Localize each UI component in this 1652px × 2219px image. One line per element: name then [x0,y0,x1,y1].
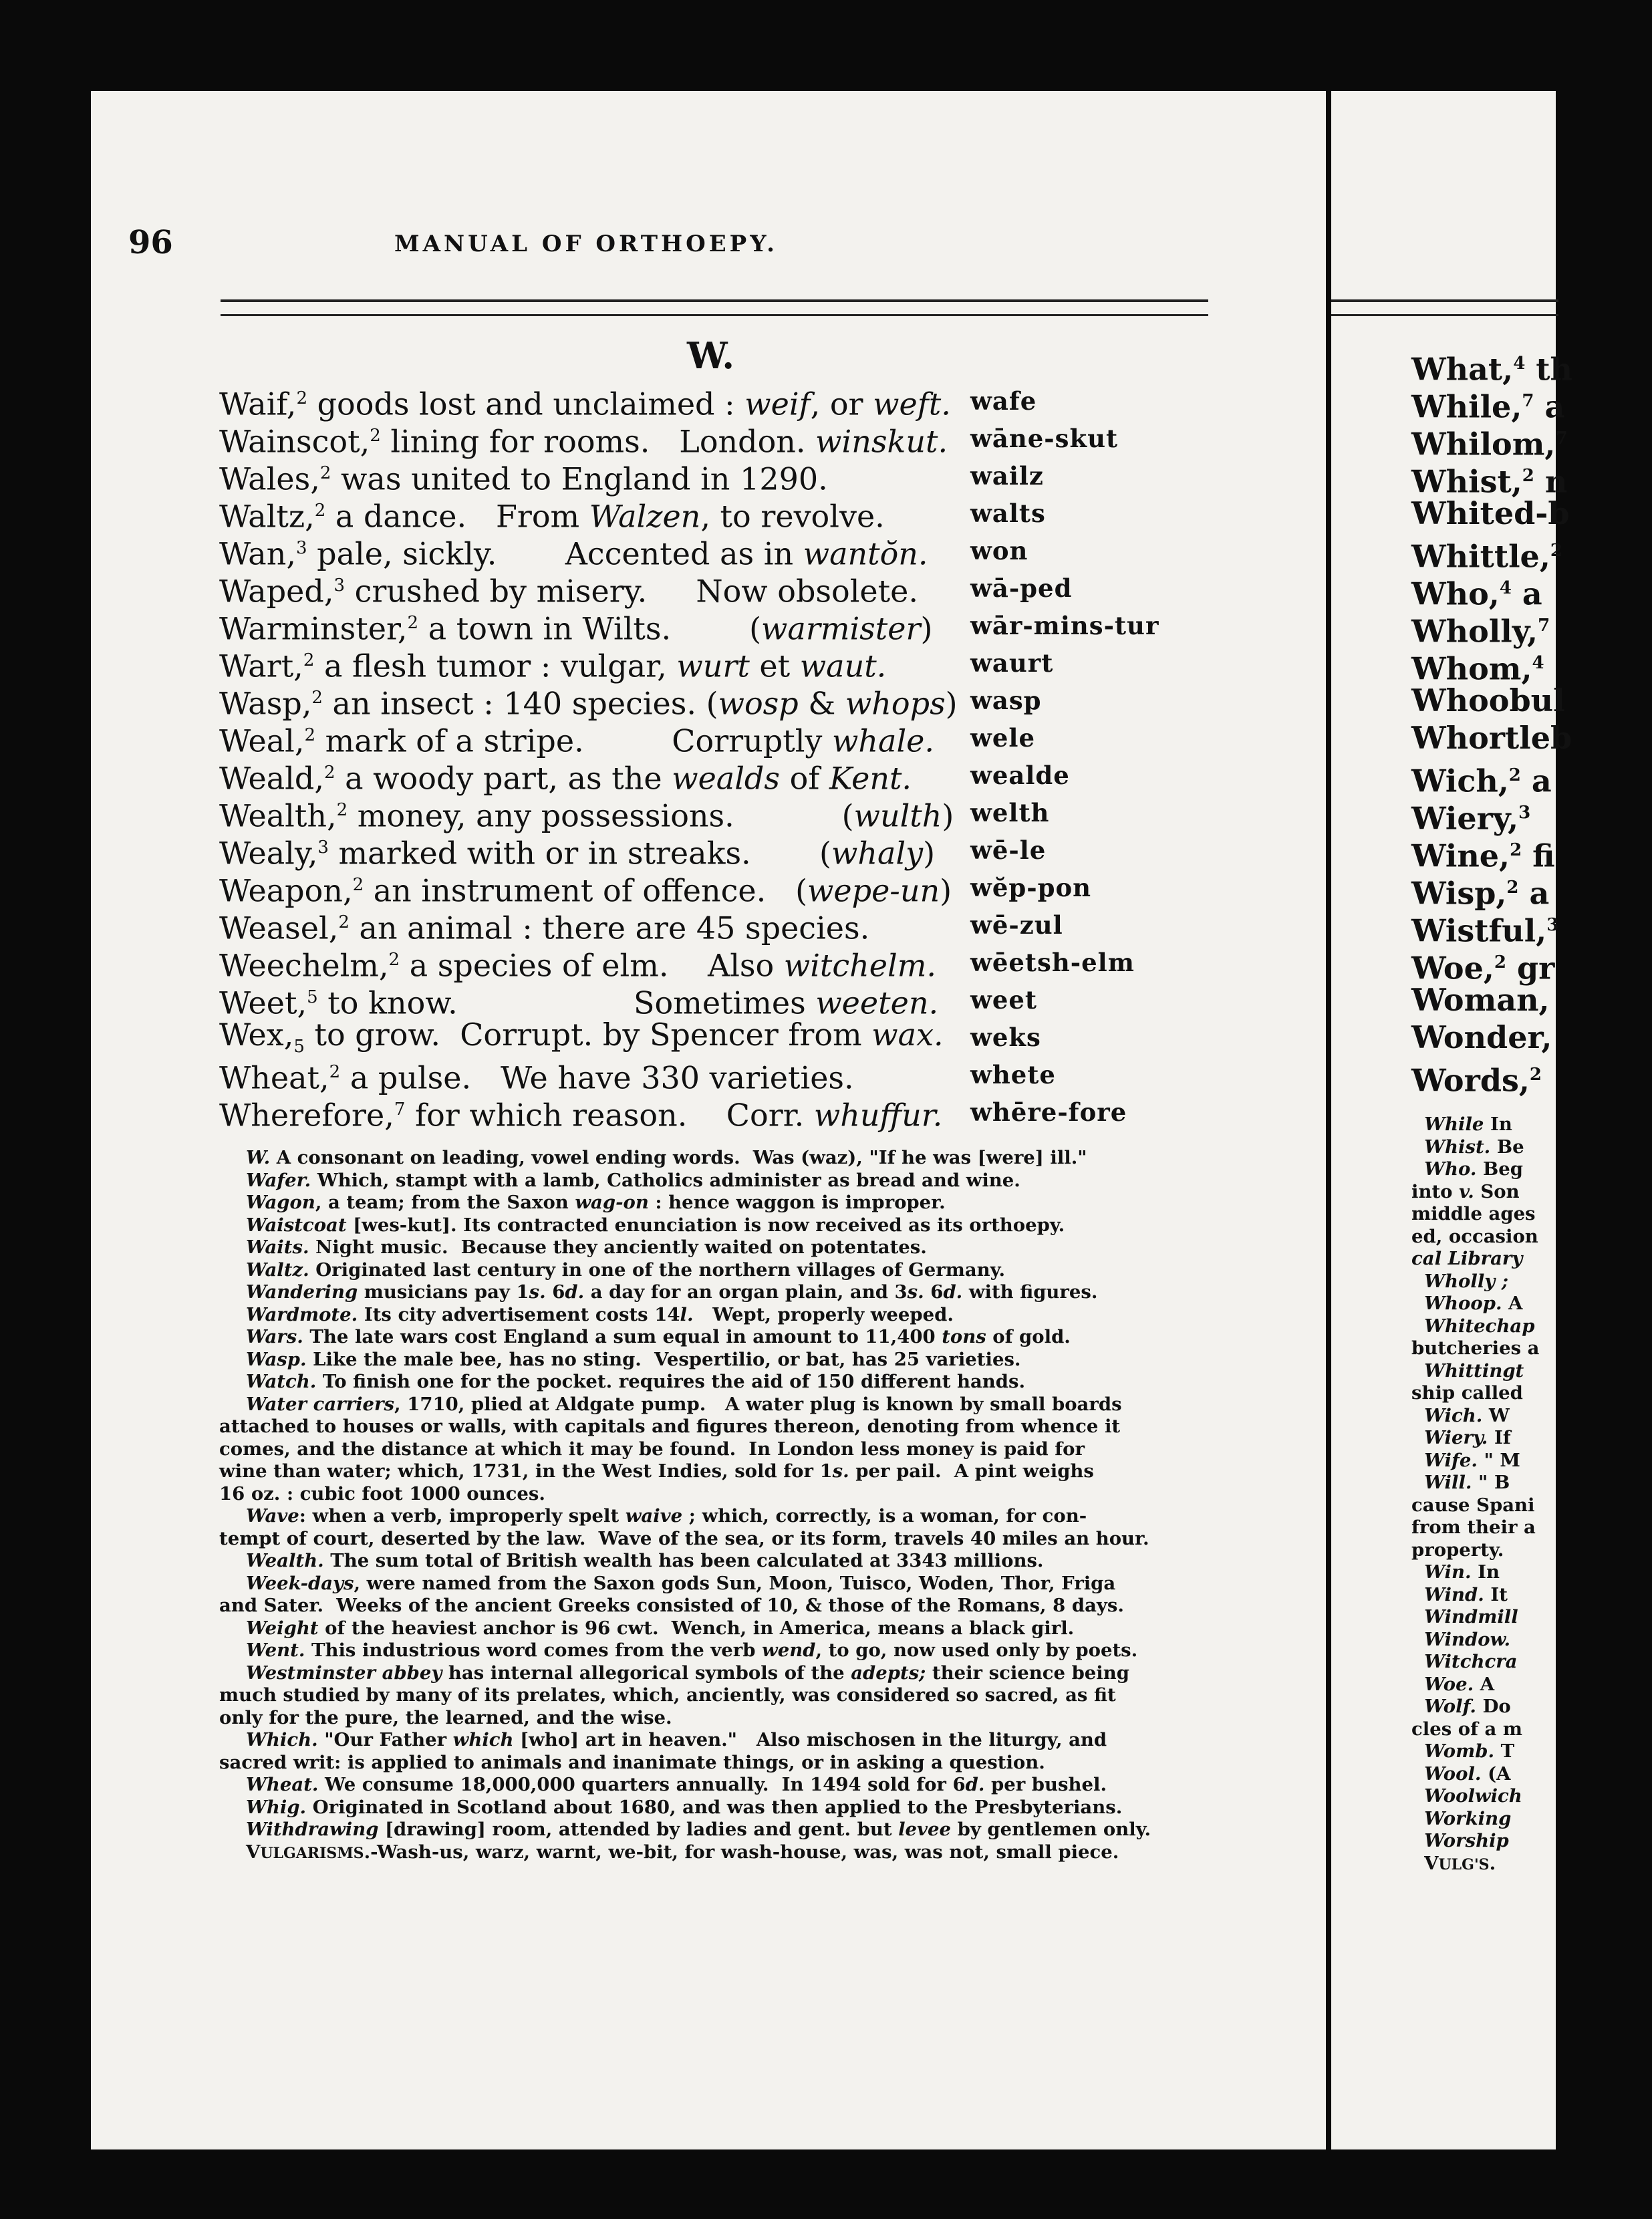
note-line: Waits. Night music. Because they anciently waited on potentates. [246,1236,927,1258]
right-entry: Wich,$^2$ a [1411,763,1552,799]
note-line: Weight of the heaviest anchor is 96 cwt. Wench, in America, means a black girl. [246,1617,1075,1639]
note-line: Wagon, a team; from the Saxon wag-on : hence waggon is improper. [246,1192,946,1213]
entry-pronunciation: walts [970,499,1046,528]
scan-artifact [1390,40,1537,67]
entry-pronunciation: won [970,536,1028,565]
right-note-line: Wind. It [1424,1583,1508,1605]
right-entry: Whom,$^4$ [1411,650,1544,687]
right-note-line: butcheries a [1411,1337,1540,1359]
note-line: and Sater. Weeks of the ancient Greeks consisted of 10, & those of the Romans, 8 days. [219,1595,1124,1616]
entry-pronunciation: wele [970,723,1035,753]
page-number: 96 [128,224,173,261]
dictionary-entry [219,604,1195,647]
entry-pronunciation: whete [970,1060,1056,1089]
note-line: Week-days, were named from the Saxon gods Sun, Moon, Tuisco, Woden, Thor, Friga [246,1572,1116,1594]
note-line: Which. "Our Father which [who] art in heaven." Also mischosen in the liturgy, and [246,1729,1107,1750]
note-line: VULGARISMS.-Wash-us, warz, warnt, we-bit, for wash-house, was, was not, small piece. [246,1841,1119,1863]
dictionary-entry [219,417,1195,460]
right-note-line: Wholly ; [1424,1270,1508,1292]
note-line: Wandering musicians pay 1s. 6d. a day for an organ plain, and 3s. 6d. with figures. [246,1281,1098,1303]
note-line: Water carriers, 1710, plied at Aldgate pump. A water plug is known by small boards [246,1393,1122,1415]
right-note-line: VULG'S. [1411,1852,1496,1874]
right-note-line: Wiery. If [1424,1427,1511,1448]
entry-text: Wherefore,$^7$ for which reason. Corr. whuffur. [219,1097,943,1134]
entry-pronunciation: wār-mins-tur [970,611,1159,640]
note-line: wine than water; which, 1731, in the West Indies, sold for 1s. per pail. A pint weighs [219,1460,1094,1482]
entry-pronunciation: wā-ped [970,573,1073,603]
entry-text: Waped,$^3$ crushed by misery. Now obsolete. [219,573,918,610]
dictionary-entry [219,567,1195,610]
entry-text: Waif,$^2$ goods lost and unclaimed : weif, or weft. [219,386,951,422]
right-note-line: Whitechap [1424,1315,1535,1337]
right-note-line: Woe. A [1424,1673,1495,1695]
entry-pronunciation: wasp [970,686,1042,715]
entry-text: Wales,$^2$ was united to England in 1290. [219,461,828,497]
right-notes [1411,1114,1652,1876]
entry-text: Weald,$^2$ a woody part, as the wealds of Kent. [219,760,912,797]
dictionary-entry [219,978,1195,1021]
entry-pronunciation: wĕp-pon [970,873,1092,902]
entry-text: Weal,$^2$ mark of a stripe. Corruptly whale. [219,723,935,759]
dictionary-entry [219,866,1195,909]
right-entry: Whited-b [1411,495,1570,531]
right-entry: Wine,$^2$ fi [1411,837,1555,874]
right-entry: Whist,$^2$ n [1411,463,1568,500]
right-note-line: Woolwich [1424,1785,1522,1807]
entry-pronunciation: wē-zul [970,910,1063,940]
right-note-line: Wife. " M [1424,1449,1520,1471]
note-line: Waistcoat [wes-kut]. Its contracted enunciation is now received as its orthoepy. [246,1214,1065,1236]
right-note-line: property. [1411,1539,1504,1561]
right-note-line: While In [1424,1114,1512,1135]
right-entry: Woe,$^2$ gr [1411,950,1555,987]
right-page [1331,91,1572,2149]
right-header-rule [1331,299,1558,316]
right-entry: Wonder, [1411,1019,1552,1055]
dictionary-entry [219,492,1195,535]
dictionary-entry [219,642,1195,684]
entry-pronunciation: wāne-skut [970,424,1119,453]
right-entry: Wisp,$^2$ a [1411,875,1550,912]
entry-pronunciation: wē-le [970,835,1047,865]
entry-pronunciation: wailz [970,461,1044,491]
entry-text: Wasp,$^2$ an insect : 140 species. (wosp & whops) [219,685,958,722]
right-note-line: middle ages [1411,1203,1536,1224]
right-note-line: Wolf. Do [1424,1696,1511,1717]
right-note-line: Will. " B [1424,1472,1510,1493]
right-entry: Wiery,$^3$ [1411,800,1531,837]
right-note-line: Whist. Be [1424,1136,1524,1158]
dictionary-entry [219,716,1195,759]
entry-pronunciation: wēetsh-elm [970,948,1135,977]
right-entry: Woman, [1411,982,1550,1018]
entry-text: $Wex,_5$ to grow. Corrupt. by Spencer from wax. [219,1017,944,1057]
footnotes [219,1147,1216,1865]
right-entry-list [1411,345,1652,1099]
dictionary-entry [219,1053,1195,1096]
note-line: Waltz. Originated last century in one of the northern villages of Germany. [246,1259,1006,1281]
entry-pronunciation: wafe [970,386,1037,416]
note-line: Westminster abbey has internal allegorical symbols of the adepts; their science being [246,1662,1129,1684]
entry-text: Wart,$^2$ a flesh tumor : vulgar, wurt et waut. [219,648,887,684]
right-note-line: Womb. T [1424,1740,1515,1762]
dictionary-entry [219,1091,1195,1134]
note-line: 16 oz. : cubic foot 1000 ounces. [219,1482,545,1505]
right-note-line: cles of a m [1411,1718,1522,1740]
right-entry: While,$^7$ a [1411,388,1565,425]
dictionary-entry [219,754,1195,797]
note-line: Wardmote. Its city advertisement costs 14l. Wept, properly weeped. [246,1303,954,1325]
right-note-line: Win. In [1424,1561,1500,1583]
right-note-line: Whoop. A [1424,1293,1523,1314]
right-note-line: Windmill [1424,1606,1518,1627]
entry-text: Wealy,$^3$ marked with or in streaks. (whaly) [219,835,936,872]
dictionary-entry [219,529,1195,572]
note-line: sacred writ: is applied to animals and inanimate things, or in asking a question. [219,1751,1045,1773]
note-line: much studied by many of its prelates, which, anciently, was considered so sacred, as fit [219,1684,1116,1706]
dictionary-entry [219,941,1195,984]
right-note-line: Wich. W [1424,1404,1510,1426]
entry-text: Wheat,$^2$ a pulse. We have 330 varieties. [219,1059,854,1096]
right-note-line: cause Spani [1411,1494,1535,1516]
note-line: Went. This industrious word comes from the verb wend, to go, now used only by poets. [246,1640,1138,1661]
entry-text: Warminster,$^2$ a town in Wilts. (warmister) [219,610,933,647]
right-entry: Words,$^2$ [1411,1062,1542,1099]
note-line: Wealth. The sum total of British wealth has been calculated at 3343 millions. [246,1550,1044,1571]
dictionary-entry [219,679,1195,722]
right-entry: Who,$^4$ a [1411,575,1542,612]
page-header [128,224,917,264]
right-entry: Whoobul [1411,682,1565,719]
right-note-line: into v. Son [1411,1180,1520,1202]
entry-text: Weapon,$^2$ an instrument of offence. (wepe-un) [219,872,952,909]
entry-list [219,380,1195,1134]
right-entry: Whilom,$^7$ [1411,426,1568,463]
right-note-line: Witchcra [1424,1651,1518,1672]
dictionary-entry [219,791,1195,834]
note-line: tempt of court, deserted by the law. Wave of the sea, or its form, travels 40 miles an hour. [219,1527,1149,1549]
note-line: only for the pure, the learned, and the wise. [219,1706,672,1728]
entry-pronunciation: welth [970,798,1050,827]
right-note-line: Window. [1424,1628,1511,1650]
entry-text: Wealth,$^2$ money, any possessions. (wulth) [219,797,954,834]
right-note-line: ed, occasion [1411,1225,1538,1247]
entry-pronunciation: wealde [970,761,1070,790]
right-entry: Whittle,$^2$ [1411,538,1562,575]
right-note-line: Who. Beg [1424,1158,1524,1180]
note-line: Withdrawing [drawing] room, attended by ladies and gent. but levee by gentlemen only. [246,1819,1151,1840]
dictionary-entry [219,829,1195,872]
note-line: attached to houses or walls, with capitals and figures thereon, denoting from whence it [219,1416,1121,1437]
right-note-line: ship called [1411,1382,1523,1404]
entry-pronunciation: weet [970,985,1038,1015]
dictionary-entry [219,904,1195,946]
note-line: Watch. To finish one for the pocket. requires the aid of 150 different hands. [246,1371,1026,1392]
note-line: Wave: when a verb, improperly spelt waive ; which, correctly, is a woman, for con- [246,1505,1087,1527]
note-line: W. A consonant on leading, vowel ending words. Was (waz), "If he was [were] ill." [246,1147,1087,1168]
dictionary-entry [219,454,1195,497]
entry-text: Weet,$^5$ to know. Sometimes weeten. [219,985,939,1021]
dictionary-entry [219,380,1195,422]
entry-text: Weasel,$^2$ an animal : there are 45 species. [219,910,870,946]
right-note-line: Wool. (A [1424,1763,1511,1785]
right-note-line: from their a [1411,1517,1536,1538]
right-entry: Wholly,$^7$ [1411,613,1550,650]
entry-text: Wan,$^3$ pale, sickly. Accented as in wantŏn. [219,535,928,572]
right-note-line: Working [1424,1807,1512,1829]
note-line: Wafer. Which, stampt with a lamb, Catholics administer as bread and wine. [246,1169,1020,1191]
running-title: MANUAL OF ORTHOEPY. [394,231,778,257]
right-note-line: Worship [1424,1830,1509,1851]
header-rule [221,299,1208,316]
note-line: comes, and the distance at which it may be found. In London less money is paid for [219,1438,1085,1460]
right-note-line: Whittingt [1424,1359,1524,1382]
right-entry: Wistful,$^3$ [1411,912,1559,949]
note-line: Whig. Originated in Scotland about 1680, and was then applied to the Presbyterians. [246,1796,1123,1818]
section-letter: W. [687,334,735,377]
note-line: Wasp. Like the male bee, has no sting. Vespertilio, or bat, has 25 varieties. [246,1348,1021,1370]
note-line: Wars. The late wars cost England a sum equal in amount to 11,400 tons of gold. [246,1326,1071,1347]
entry-text: Weechelm,$^2$ a species of elm. Also witchelm. [219,947,936,984]
dictionary-entry [219,1016,1195,1057]
right-note-line: cal Library [1411,1248,1523,1269]
entry-pronunciation: weks [970,1023,1041,1052]
right-entry: Whortleb [1411,720,1572,756]
entry-pronunciation: waurt [970,648,1054,678]
note-line: Wheat. We consume 18,000,000 quarters annually. In 1494 sold for 6d. per bushel. [246,1774,1107,1795]
entry-pronunciation: whēre-fore [970,1097,1127,1127]
entry-text: Waltz,$^2$ a dance. From Walzen, to revolve. [219,498,885,535]
entry-text: Wainscot,$^2$ lining for rooms. London. winskut. [219,423,948,460]
right-entry: What,$^4$ th [1411,351,1572,388]
